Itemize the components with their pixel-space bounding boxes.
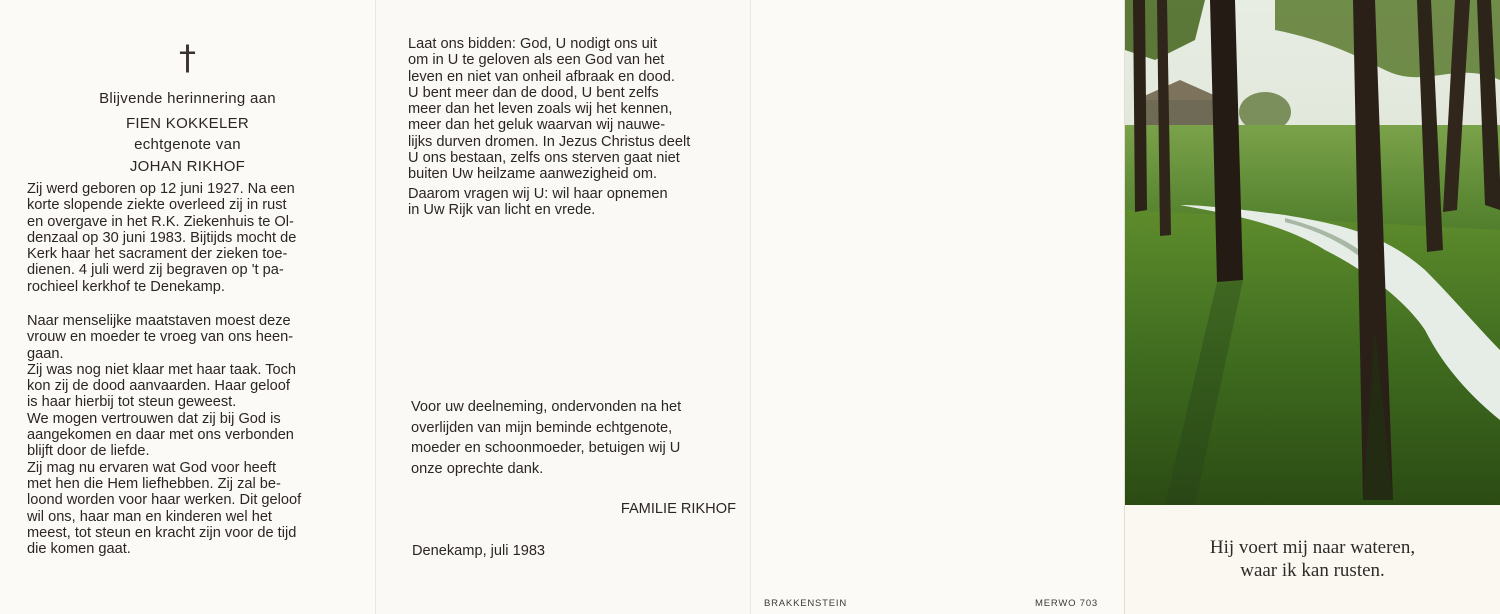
text-line: U ons bestaan, zelfs ons sterven gaat niet — [408, 150, 680, 167]
cross-icon: † — [179, 38, 196, 78]
text-line: Kerk haar het sacrament der zieken toe- — [27, 246, 288, 263]
reflection-text — [27, 313, 353, 557]
text-line: rochieel kerkhof te Denekamp. — [27, 278, 225, 295]
family-signature: FAMILIE RIKHOF — [620, 501, 736, 517]
landscape-photo — [1125, 0, 1500, 505]
place-date: Denekamp, juli 1983 — [412, 543, 546, 559]
text-line: korte slopende ziekte overleed zij in rust — [27, 197, 287, 214]
tree-stream-illustration — [1125, 0, 1500, 505]
text-line: om in U te geloven als een God van het — [408, 52, 665, 69]
text-line: Daarom vragen wij U: wil haar opnemen — [408, 185, 668, 202]
text-line: die komen gaat. — [27, 541, 131, 558]
text-line: Laat ons bidden: God, U nodigt ons uit — [408, 36, 658, 52]
print-code: MERWO 703 — [1035, 598, 1098, 609]
caption-line: waar ik kan rusten. — [1240, 560, 1385, 581]
text-line: U bent meer dan de dood, U bent zelfs — [408, 84, 659, 101]
text-line: vrouw en moeder te vroeg van ons heen- — [27, 329, 294, 346]
text-line: wil ons, haar man en kinderen wel het — [27, 508, 272, 525]
text-line: blijft door de liefde. — [27, 443, 150, 460]
text-line: Zij werd geboren op 12 juni 1927. Na een — [27, 181, 295, 197]
text-line: onze oprechte dank. — [411, 460, 544, 477]
memorial-heading: Blijvende herinnering aan — [99, 90, 276, 107]
text-line: denzaal op 30 juni 1983. Bijtijds mocht de — [27, 229, 297, 246]
text-line: dienen. 4 juli werd zij begraven op 't pa- — [27, 262, 284, 279]
text-line: in Uw Rijk van licht en vrede. — [408, 201, 596, 218]
deceased-name: FIEN KOKKELER — [125, 115, 250, 132]
thanks-text — [411, 397, 736, 479]
caption-line: Hij voert mij naar wateren, — [1209, 537, 1416, 558]
fold-line — [375, 0, 376, 614]
text-line: buiten Uw heilzame aanwezigheid om. — [408, 166, 658, 183]
text-line: aangekomen en daar met ons verbonden — [27, 427, 294, 444]
text-line: overlijden van mijn beminde echtgenote, — [411, 419, 673, 436]
text-line: Naar menselijke maatstaven moest deze — [27, 313, 291, 329]
relation-text: echtgenote van — [134, 136, 241, 153]
text-line: Zij mag nu ervaren wat God voor heeft — [27, 459, 277, 476]
text-line: en overgave in het R.K. Ziekenhuis te Ol- — [27, 213, 294, 230]
text-line: moeder en schoonmoeder, betuigen wij U — [411, 440, 681, 456]
text-line: We mogen vertrouwen dat zij bij God is — [27, 410, 281, 427]
text-line: kon zij de dood aanvaarden. Haar geloof — [27, 378, 290, 395]
text-line: is haar hierbij tot steun geweest. — [27, 394, 237, 411]
psalm-caption — [1125, 536, 1500, 582]
text-line: meer dan het leven zoals wij het kennen, — [408, 101, 673, 118]
text-line: leven en niet van onheil afbraak en dood. — [408, 68, 675, 85]
fold-line — [750, 0, 751, 614]
text-line: Zij was nog niet klaar met haar taak. Toch — [27, 361, 297, 378]
text-line: loond worden voor haar werken. Dit geloof — [27, 492, 302, 509]
printer-name: BRAKKENSTEIN — [764, 598, 847, 609]
biography-text — [27, 181, 353, 295]
card-panel-back — [750, 0, 1125, 614]
text-line: Voor uw deelneming, ondervonden na het — [411, 399, 682, 415]
text-line: gaan. — [27, 345, 64, 362]
text-line: lijks durven dromen. In Jezus Christus deelt — [408, 133, 691, 150]
text-line: meer dan het geluk waarvan wij nauwe- — [408, 117, 666, 134]
text-line: met hen die Hem liefhebben. Zij zal be- — [27, 475, 281, 492]
spouse-name: JOHAN RIKHOF — [129, 158, 246, 175]
text-line: meest, tot steun en kracht zijn voor de tijd — [27, 524, 297, 541]
prayer-text — [408, 36, 733, 218]
